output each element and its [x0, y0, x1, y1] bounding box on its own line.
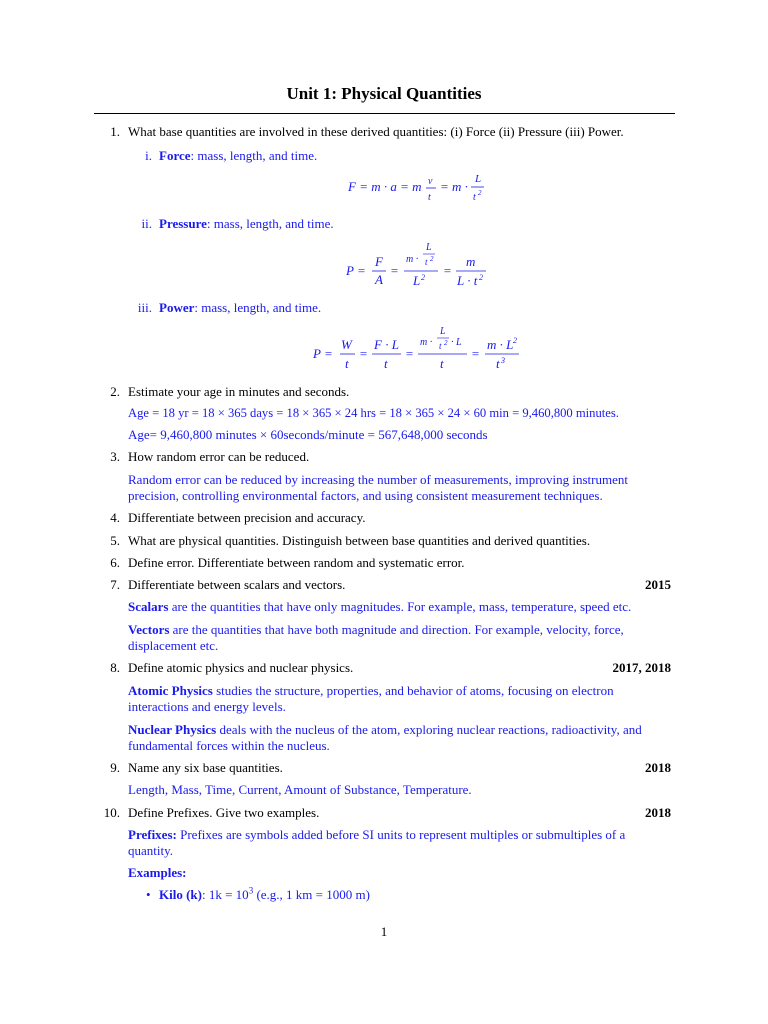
svg-text:t: t	[345, 356, 349, 371]
answer-item	[159, 148, 317, 164]
term-rest: : 1k = 10	[201, 887, 249, 902]
term-rest: deals with the nucleus of the atom, exploring nuclear reactions, radioactivity, and	[216, 722, 642, 737]
svg-text:=: =	[443, 263, 452, 278]
answer-item	[159, 300, 321, 316]
page-number: 1	[380, 924, 388, 939]
examples-label	[128, 865, 676, 881]
question-number: 2.	[110, 384, 120, 399]
svg-text:W: W	[341, 337, 352, 352]
term: Scalars	[128, 599, 169, 614]
svg-text:F · L: F · L	[374, 337, 399, 352]
exam-year: 2018	[645, 805, 671, 820]
exam-year: 2015	[645, 577, 671, 592]
answer-text	[128, 683, 676, 699]
term: Nuclear Physics	[128, 722, 217, 737]
svg-text:L: L	[440, 326, 446, 337]
item-roman: iii.	[137, 300, 152, 315]
svg-text:2: 2	[478, 189, 482, 197]
svg-text:t: t	[384, 356, 388, 371]
svg-text:P =: P =	[346, 263, 366, 278]
equation-power-svg	[0, 320, 768, 380]
term: Examples:	[128, 865, 187, 880]
bullet-icon: •	[146, 887, 151, 902]
svg-text:· L: · L	[451, 337, 462, 348]
answer-text: displacement etc.	[128, 638, 219, 653]
term-rest: Prefixes are symbols added before SI units to represent multiples or submultiples of a	[176, 827, 626, 842]
answer-text: Age = 18 yr = 18 × 365 days = 18 × 365 × 24 hrs = 18 × 365 × 24 × 60 min = 9,460,800 minutes.	[128, 406, 619, 420]
example-item	[159, 887, 370, 903]
term-rest: : mass, length, and time.	[194, 300, 322, 315]
svg-text:2: 2	[421, 273, 425, 282]
answer-text: Random error can be reduced by increasing the number of measurements, improving instrument	[128, 472, 628, 487]
answer-text: Age= 9,460,800 minutes × 60seconds/minute = 567,648,000 seconds	[128, 427, 488, 442]
svg-text:m ·: m ·	[420, 337, 433, 348]
equation-pressure-svg	[0, 238, 768, 298]
svg-text:= m ·: = m ·	[440, 179, 468, 194]
question-text: Differentiate between scalars and vectors.	[128, 577, 346, 592]
question-number: 7.	[110, 577, 120, 592]
svg-text:L: L	[426, 242, 432, 253]
svg-text:L · t: L · t	[457, 273, 478, 288]
question-text: How random error can be reduced.	[128, 449, 310, 464]
svg-text:m: m	[466, 254, 476, 269]
answer-text	[128, 622, 676, 638]
svg-text:=: =	[359, 346, 368, 361]
question-number: 6.	[110, 555, 120, 570]
term-rest: studies the structure, properties, and behavior of atoms, focusing on electron	[212, 683, 614, 698]
question-number: 8.	[110, 660, 120, 675]
svg-text:A: A	[375, 272, 383, 287]
answer-item	[159, 216, 334, 232]
question-text: Differentiate between precision and accuracy.	[128, 510, 366, 525]
answer-text: Length, Mass, Time, Current, Amount of Substance, Temperature.	[128, 782, 472, 797]
exponent: 3	[248, 885, 254, 896]
answer-text	[128, 722, 676, 738]
term: Vectors	[128, 622, 170, 637]
svg-text:t: t	[440, 356, 444, 371]
answer-text: fundamental forces within the nucleus.	[128, 738, 330, 753]
term: Pressure	[159, 216, 207, 231]
svg-text:=: =	[471, 346, 480, 361]
svg-text:2: 2	[479, 273, 483, 282]
question-text: What are physical quantities. Distinguish between base quantities and derived quantities.	[128, 533, 591, 548]
question-number: 1.	[110, 124, 120, 139]
question-number: 9.	[110, 760, 120, 775]
svg-text:3: 3	[501, 356, 505, 365]
item-roman: i.	[145, 148, 152, 163]
question-text: Name any six base quantities.	[128, 760, 283, 775]
answer-text: interactions and energy levels.	[128, 699, 286, 714]
svg-text:=: =	[405, 346, 414, 361]
term-rest: are the quantities that have only magnitudes. For example, mass, temperature, speed etc.	[168, 599, 632, 614]
term: Power	[159, 300, 195, 315]
term: Prefixes:	[128, 827, 177, 842]
answer-text: precision, controlling environmental factors, and using consistent measurement techniques.	[128, 488, 603, 503]
svg-text:m ·: m ·	[406, 254, 419, 265]
term-rest: : mass, length, and time.	[206, 216, 334, 231]
question-text: Define error. Differentiate between random and systematic error.	[128, 555, 465, 570]
answer-text	[128, 599, 676, 615]
svg-text:v: v	[428, 176, 433, 187]
term: Force	[159, 148, 191, 163]
question-text: What base quantities are involved in these derived quantities: (i) Force (ii) Pressure (iii) Power.	[128, 124, 624, 139]
question-number: 4.	[110, 510, 120, 525]
answer-text	[128, 827, 676, 843]
term-rest: : mass, length, and time.	[190, 148, 318, 163]
exam-year: 2018	[645, 760, 671, 775]
term-rest: are the quantities that have both magnitude and direction. For example, velocity, force,	[169, 622, 624, 637]
svg-text:m · L: m · L	[487, 337, 514, 352]
equation-force-svg	[0, 168, 768, 228]
svg-text:L: L	[475, 173, 482, 185]
svg-text:2: 2	[513, 336, 517, 345]
question-text: Estimate your age in minutes and seconds.	[128, 384, 350, 399]
term-rest: (e.g., 1 km = 1000 m)	[253, 887, 370, 902]
svg-text:2: 2	[430, 255, 434, 263]
question-number: 10.	[103, 805, 120, 820]
svg-text:t: t	[496, 356, 500, 371]
question-number: 5.	[110, 533, 120, 548]
svg-text:F: F	[375, 254, 383, 269]
question-number: 3.	[110, 449, 120, 464]
term: Kilo (k)	[159, 887, 202, 902]
svg-text:=: =	[390, 263, 399, 278]
svg-text:P =: P =	[313, 346, 333, 361]
term: Atomic Physics	[128, 683, 213, 698]
svg-text:t: t	[439, 341, 442, 351]
svg-text:t: t	[425, 257, 428, 267]
title-rule	[94, 113, 675, 114]
item-roman: ii.	[141, 216, 152, 231]
question-text: Define atomic physics and nuclear physics.	[128, 660, 354, 675]
svg-text:t: t	[428, 192, 431, 203]
question-text: Define Prefixes. Give two examples.	[128, 805, 320, 820]
page-title: Unit 1: Physical Quantities	[286, 84, 482, 103]
svg-text:L: L	[413, 273, 421, 288]
answer-text: quantity.	[128, 843, 174, 858]
svg-text:F = m · a = m: F = m · a = m	[348, 179, 422, 194]
svg-text:t: t	[473, 192, 476, 203]
svg-text:2: 2	[444, 339, 448, 347]
exam-year: 2017, 2018	[612, 660, 671, 675]
